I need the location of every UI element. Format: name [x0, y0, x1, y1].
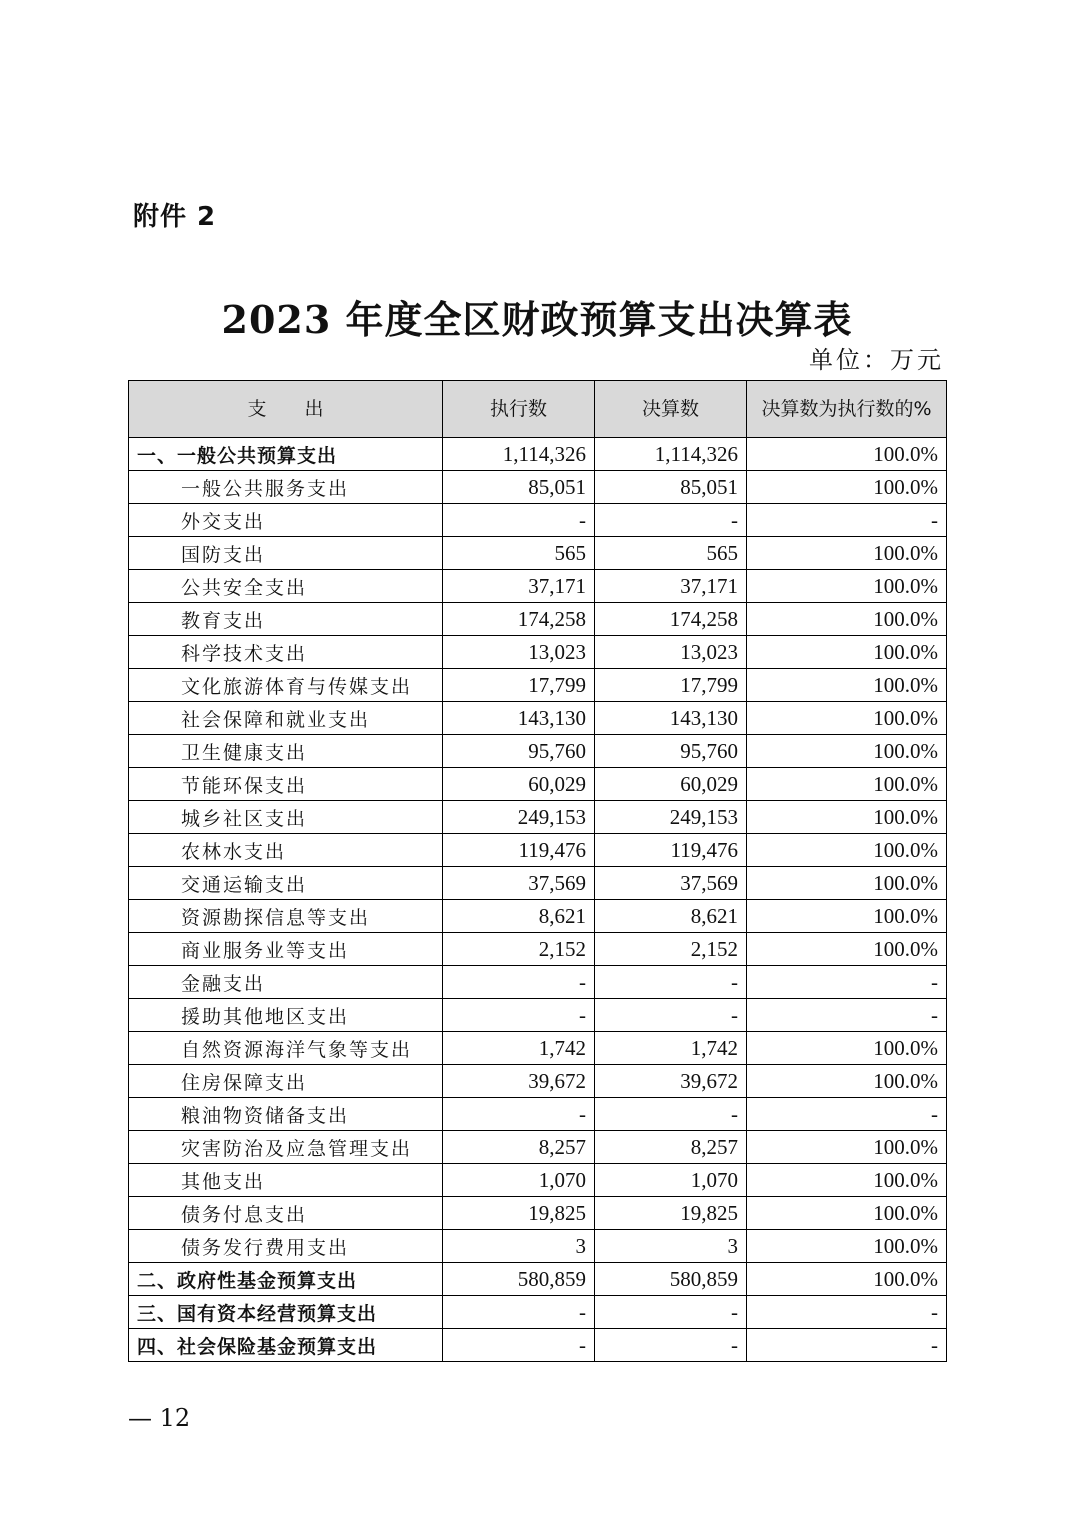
row-final: 95,760: [595, 735, 747, 768]
row-name: 商业服务业等支出: [129, 933, 443, 966]
table-body: [129, 438, 947, 1362]
row-final: 13,023: [595, 636, 747, 669]
row-executed: -: [443, 1098, 595, 1131]
row-executed: 37,171: [443, 570, 595, 603]
page-title: 2023 年度全区财政预算支出决算表: [221, 297, 853, 342]
row-name: 社会保障和就业支出: [129, 702, 443, 735]
table-row: [129, 1098, 947, 1131]
table-row: [129, 933, 947, 966]
table-row: [129, 1263, 947, 1296]
row-name: 二、政府性基金预算支出: [129, 1263, 443, 1296]
row-name: 公共安全支出: [129, 570, 443, 603]
row-name: 外交支出: [129, 504, 443, 537]
row-final: 1,742: [595, 1032, 747, 1065]
row-executed: 13,023: [443, 636, 595, 669]
row-percent: -: [747, 504, 947, 537]
row-final: -: [595, 504, 747, 537]
row-final: 3: [595, 1230, 747, 1263]
row-name: 一般公共服务支出: [129, 471, 443, 504]
row-final: 85,051: [595, 471, 747, 504]
unit-label: 单位：万元: [809, 346, 944, 374]
row-executed: 174,258: [443, 603, 595, 636]
row-final: 143,130: [595, 702, 747, 735]
row-executed: 1,114,326: [443, 438, 595, 471]
row-percent: 100.0%: [747, 1263, 947, 1296]
table-row: [129, 1131, 947, 1164]
row-executed: 95,760: [443, 735, 595, 768]
header-final: 决算数: [595, 381, 747, 438]
row-executed: 19,825: [443, 1197, 595, 1230]
row-final: 39,672: [595, 1065, 747, 1098]
row-final: 17,799: [595, 669, 747, 702]
row-final: 37,569: [595, 867, 747, 900]
row-name: 教育支出: [129, 603, 443, 636]
row-executed: -: [443, 504, 595, 537]
row-executed: -: [443, 966, 595, 999]
table-row: [129, 735, 947, 768]
header-executed: 执行数: [443, 381, 595, 438]
table-row: [129, 537, 947, 570]
row-percent: -: [747, 966, 947, 999]
row-percent: 100.0%: [747, 636, 947, 669]
row-executed: 2,152: [443, 933, 595, 966]
row-final: 60,029: [595, 768, 747, 801]
table-row: [129, 900, 947, 933]
table-header-row: [129, 381, 947, 438]
row-percent: 100.0%: [747, 933, 947, 966]
row-name: 粮油物资储备支出: [129, 1098, 443, 1131]
row-name: 卫生健康支出: [129, 735, 443, 768]
table-row: [129, 1032, 947, 1065]
row-executed: 39,672: [443, 1065, 595, 1098]
row-final: 1,070: [595, 1164, 747, 1197]
row-executed: -: [443, 1296, 595, 1329]
row-name: 节能环保支出: [129, 768, 443, 801]
table-row: [129, 1230, 947, 1263]
row-final: 37,171: [595, 570, 747, 603]
page-number: — 12: [128, 1404, 191, 1432]
table-row: [129, 603, 947, 636]
row-percent: 100.0%: [747, 1230, 947, 1263]
row-percent: 100.0%: [747, 900, 947, 933]
row-final: -: [595, 1329, 747, 1362]
table-row: [129, 1197, 947, 1230]
row-final: 8,257: [595, 1131, 747, 1164]
table-row: [129, 438, 947, 471]
row-final: -: [595, 999, 747, 1032]
row-percent: 100.0%: [747, 1032, 947, 1065]
row-executed: -: [443, 999, 595, 1032]
row-name: 住房保障支出: [129, 1065, 443, 1098]
table-row: [129, 1065, 947, 1098]
table-row: [129, 471, 947, 504]
row-final: 8,621: [595, 900, 747, 933]
row-name: 其他支出: [129, 1164, 443, 1197]
table-row: [129, 504, 947, 537]
row-executed: 60,029: [443, 768, 595, 801]
row-percent: 100.0%: [747, 735, 947, 768]
row-percent: 100.0%: [747, 1065, 947, 1098]
row-name: 交通运输支出: [129, 867, 443, 900]
row-name: 科学技术支出: [129, 636, 443, 669]
table-row: [129, 702, 947, 735]
table-row: [129, 1164, 947, 1197]
row-executed: 85,051: [443, 471, 595, 504]
attachment-label: 附件 2: [133, 202, 217, 232]
row-final: 249,153: [595, 801, 747, 834]
row-percent: 100.0%: [747, 603, 947, 636]
budget-table: [128, 380, 947, 1362]
row-name: 文化旅游体育与传媒支出: [129, 669, 443, 702]
row-percent: -: [747, 999, 947, 1032]
row-name: 灾害防治及应急管理支出: [129, 1131, 443, 1164]
table-row: [129, 636, 947, 669]
row-percent: 100.0%: [747, 834, 947, 867]
row-final: -: [595, 966, 747, 999]
row-name: 三、国有资本经营预算支出: [129, 1296, 443, 1329]
row-executed: 8,257: [443, 1131, 595, 1164]
table-row: [129, 1329, 947, 1362]
row-percent: -: [747, 1329, 947, 1362]
row-executed: 8,621: [443, 900, 595, 933]
row-percent: -: [747, 1296, 947, 1329]
table-row: [129, 570, 947, 603]
row-percent: 100.0%: [747, 438, 947, 471]
table-row: [129, 867, 947, 900]
row-final: -: [595, 1296, 747, 1329]
row-percent: 100.0%: [747, 867, 947, 900]
row-final: 580,859: [595, 1263, 747, 1296]
row-name: 资源勘探信息等支出: [129, 900, 443, 933]
row-final: 1,114,326: [595, 438, 747, 471]
row-final: 119,476: [595, 834, 747, 867]
row-percent: -: [747, 1098, 947, 1131]
row-executed: 37,569: [443, 867, 595, 900]
row-final: -: [595, 1098, 747, 1131]
table-row: [129, 669, 947, 702]
row-executed: 119,476: [443, 834, 595, 867]
row-executed: 580,859: [443, 1263, 595, 1296]
row-percent: 100.0%: [747, 1131, 947, 1164]
row-name: 债务付息支出: [129, 1197, 443, 1230]
table-row: [129, 768, 947, 801]
row-executed: 1,070: [443, 1164, 595, 1197]
row-executed: 565: [443, 537, 595, 570]
row-percent: 100.0%: [747, 537, 947, 570]
row-name: 四、社会保险基金预算支出: [129, 1329, 443, 1362]
row-percent: 100.0%: [747, 801, 947, 834]
table-row: [129, 966, 947, 999]
row-percent: 100.0%: [747, 1164, 947, 1197]
row-executed: 3: [443, 1230, 595, 1263]
row-name: 国防支出: [129, 537, 443, 570]
row-percent: 100.0%: [747, 570, 947, 603]
row-name: 农林水支出: [129, 834, 443, 867]
row-name: 金融支出: [129, 966, 443, 999]
row-final: 19,825: [595, 1197, 747, 1230]
row-percent: 100.0%: [747, 1197, 947, 1230]
table-row: [129, 1296, 947, 1329]
row-name: 债务发行费用支出: [129, 1230, 443, 1263]
table-row: [129, 801, 947, 834]
row-executed: 17,799: [443, 669, 595, 702]
row-name: 自然资源海洋气象等支出: [129, 1032, 443, 1065]
row-name: 援助其他地区支出: [129, 999, 443, 1032]
row-percent: 100.0%: [747, 471, 947, 504]
row-name: 一、一般公共预算支出: [129, 438, 443, 471]
row-final: 2,152: [595, 933, 747, 966]
row-executed: 143,130: [443, 702, 595, 735]
row-percent: 100.0%: [747, 669, 947, 702]
row-final: 174,258: [595, 603, 747, 636]
row-executed: 249,153: [443, 801, 595, 834]
row-final: 565: [595, 537, 747, 570]
row-executed: 1,742: [443, 1032, 595, 1065]
header-expenditure: 支 出: [129, 381, 443, 438]
row-executed: -: [443, 1329, 595, 1362]
row-name: 城乡社区支出: [129, 801, 443, 834]
header-percent: 决算数为执行数的%: [747, 381, 947, 438]
row-percent: 100.0%: [747, 768, 947, 801]
table-row: [129, 834, 947, 867]
row-percent: 100.0%: [747, 702, 947, 735]
table-row: [129, 999, 947, 1032]
